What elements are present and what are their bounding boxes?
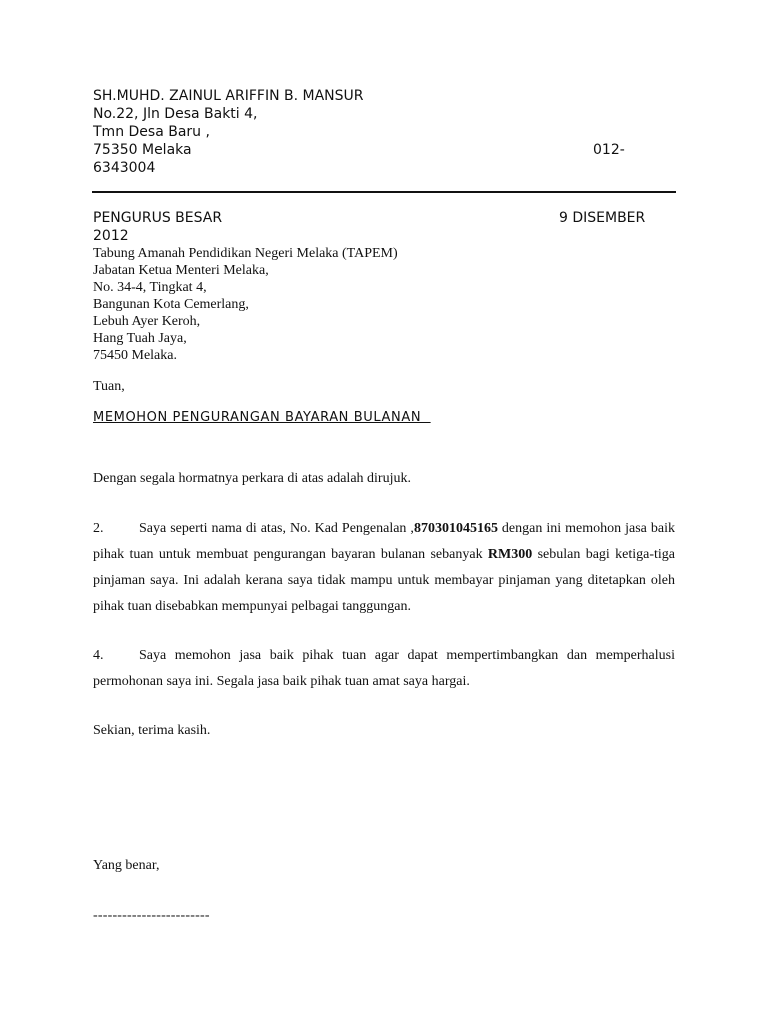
paragraph-text: dengan ini memohon jasa baik pihak tuan untuk membuat pengurangan bayaran bulanan sebanyak xyxy=(93,521,675,562)
sender-phone-part1: 012- xyxy=(593,142,625,158)
recipient-address xyxy=(93,245,653,364)
recipient-address-line: No. 34-4, Tingkat 4, xyxy=(93,280,207,295)
recipient-heading xyxy=(93,209,673,245)
paragraph-number: 4. xyxy=(93,648,104,663)
recipient-address-line: 75450 Melaka. xyxy=(93,348,177,363)
sender-name: SH.MUHD. ZAINUL ARIFFIN B. MANSUR xyxy=(93,88,364,104)
signature-line: ------------------------ xyxy=(93,908,210,923)
letter-date-part2: 2012 xyxy=(93,228,129,244)
ic-number: 870301045165 xyxy=(413,521,498,536)
sender-address-line-1: No.22, Jln Desa Bakti 4, xyxy=(93,106,258,122)
sender-address-line-3: 75350 Melaka xyxy=(93,142,192,158)
sender-address-line-2: Tmn Desa Baru , xyxy=(93,124,210,140)
intro-paragraph: Dengan segala hormatnya perkara di atas adalah dirujuk. xyxy=(93,471,411,486)
paragraph-4 xyxy=(93,643,675,695)
recipient-address-line: Lebuh Ayer Keroh, xyxy=(93,314,201,329)
letter-date-part1: 9 DISEMBER xyxy=(559,210,646,226)
paragraph-2 xyxy=(93,516,675,620)
closing-thanks: Sekian, terima kasih. xyxy=(93,723,211,738)
paragraph-number: 2. xyxy=(93,521,104,536)
sender-block xyxy=(93,87,653,177)
paragraph-text: Saya memohon jasa baik pihak tuan agar dapat mempertimbangkan dan memperhalusi permohonan saya ini. Segala jasa baik pihak tuan amat saya hargai. xyxy=(93,648,675,689)
recipient-address-line: Hang Tuah Jaya, xyxy=(93,331,187,346)
payment-amount: RM300 xyxy=(487,547,533,562)
sign-off: Yang benar, xyxy=(93,858,160,873)
recipient-address-line: Tabung Amanah Pendidikan Negeri Melaka (TAPEM) xyxy=(93,246,398,261)
paragraph-text: sebulan bagi ketiga-tiga pinjaman saya. Ini adalah kerana saya tidak mampu untuk membayar pinjaman yang ditetapkan oleh pihak tuan disebabkan mempunyai pelbagai tanggungan. xyxy=(93,547,675,614)
salutation: Tuan, xyxy=(93,379,125,394)
sender-address-line-3-row xyxy=(93,141,653,159)
recipient-title: PENGURUS BESAR xyxy=(93,210,223,226)
recipient-address-line: Jabatan Ketua Menteri Melaka, xyxy=(93,263,269,278)
sender-phone-part2: 6343004 xyxy=(93,160,156,176)
header-divider xyxy=(92,191,676,193)
letter-subject: MEMOHON PENGURANGAN BAYARAN BULANAN xyxy=(93,410,431,425)
recipient-address-line: Bangunan Kota Cemerlang, xyxy=(93,297,249,312)
paragraph-text: Saya seperti nama di atas, No. Kad Pengenalan , xyxy=(139,521,414,536)
